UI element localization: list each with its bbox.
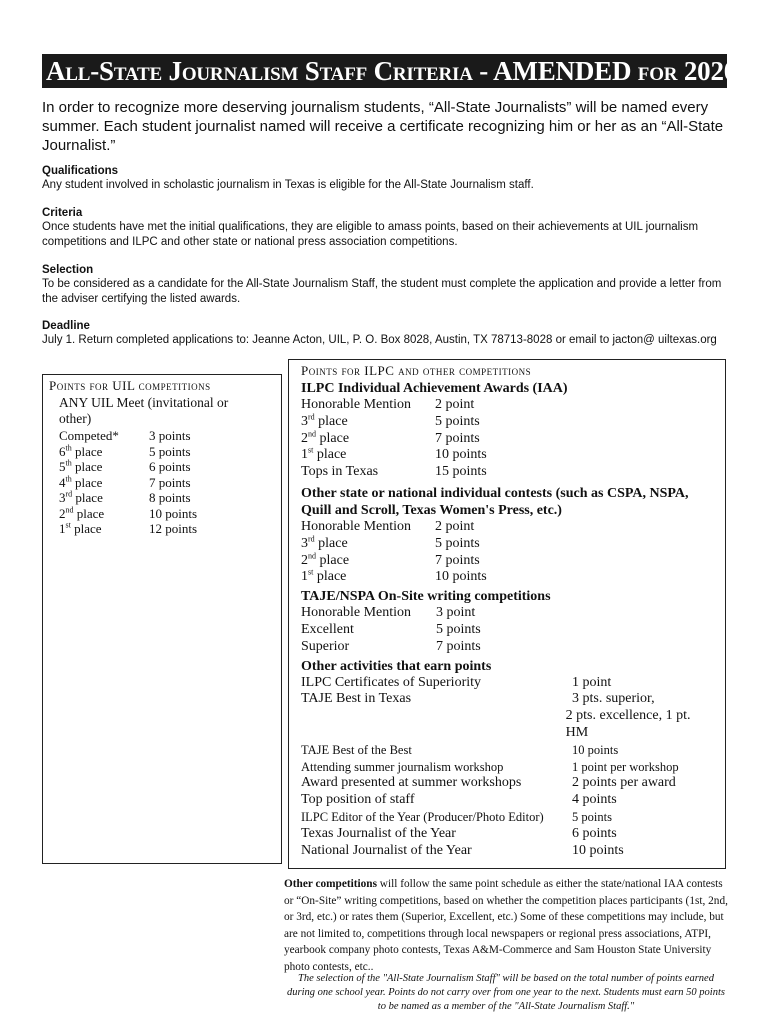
row-label-suffix: place <box>71 443 103 459</box>
points-row <box>301 843 713 860</box>
points-value: 7 points <box>435 552 480 568</box>
ordinal-suffix: rd <box>308 534 315 544</box>
points-value: 4 points <box>572 792 617 808</box>
selection-section <box>42 263 732 307</box>
row-label-text: 1 <box>301 447 308 463</box>
points-value: 10 points <box>435 447 487 463</box>
points-row-label <box>301 569 435 586</box>
row-label-text: TAJE Best of the Best <box>301 742 412 757</box>
points-value: 2 point <box>435 397 475 412</box>
state-national-heading: Other state or national individual contests (such as CSPA, NSPA, Quill and Scroll, Texas Women's Press, etc.) <box>301 485 689 518</box>
row-label-text: Superior <box>301 638 350 654</box>
other-activities-list <box>301 675 713 860</box>
points-row-label <box>301 447 435 464</box>
points-row-label <box>59 490 149 506</box>
ordinal-suffix: th <box>65 458 72 468</box>
points-row-label <box>301 605 436 622</box>
row-label-text: 5 <box>59 459 66 474</box>
row-label-text: ILPC Certificates of Superiority <box>301 674 482 690</box>
row-label-text: 6 <box>59 443 66 459</box>
row-label-text: Honorable Mention <box>301 397 412 412</box>
row-label-text: Honorable Mention <box>301 605 412 621</box>
row-label-text: 2 <box>59 505 66 521</box>
row-label-text: 4 <box>59 474 66 490</box>
other-competitions-lead: Other competitions <box>284 878 377 890</box>
uil-meet-subheading: ANY UIL Meet (invitational or other) <box>59 395 229 426</box>
points-row <box>301 550 713 570</box>
state-national-points-list <box>301 519 713 586</box>
points-row-label <box>301 536 435 553</box>
points-row <box>301 569 713 586</box>
points-row <box>59 521 275 537</box>
points-row-label <box>301 397 435 414</box>
criteria-heading: Criteria <box>42 207 83 219</box>
points-row <box>301 826 713 843</box>
points-row-label <box>301 550 435 570</box>
row-label-text: 3 <box>301 413 308 429</box>
points-row-label <box>301 414 435 431</box>
row-label-text: 3 <box>301 535 308 551</box>
row-label-suffix: place <box>72 490 103 505</box>
points-value: 7 points <box>149 474 191 490</box>
ordinal-suffix: th <box>65 443 72 453</box>
row-label-text: Attending summer journalism workshop <box>301 759 504 774</box>
points-row <box>301 639 713 656</box>
taje-points-list <box>301 605 713 655</box>
deadline-heading: Deadline <box>42 320 90 332</box>
points-row-label <box>301 675 572 692</box>
row-label-suffix: place <box>71 474 103 490</box>
points-value: 6 points <box>572 825 617 841</box>
points-row <box>301 428 713 448</box>
qualifications-section <box>42 164 732 193</box>
points-row-label <box>301 809 572 826</box>
points-value: 5 points <box>435 535 480 551</box>
points-value: 2 points per award <box>572 775 676 791</box>
row-label-text: National Journalist of the Year <box>301 842 472 858</box>
points-value: 10 points <box>435 569 487 585</box>
points-row-label <box>59 459 149 475</box>
row-label-text: 1 <box>59 521 66 536</box>
points-row-label <box>301 759 572 776</box>
points-row <box>301 691 713 708</box>
row-label-suffix: place <box>71 459 103 474</box>
row-label-suffix: place <box>313 569 347 585</box>
ordinal-suffix: nd <box>65 505 74 515</box>
row-label-text: Honorable Mention <box>301 518 412 534</box>
other-competitions-text: will follow the same point schedule as either the state/national IAA contests or “On-Site” writing competitions, based on whether the competition places participants (1st, 2nd, or 3rd, etc.) or rates them (Superior, Excellent, etc.) Some of these competitions may include, but are not limited to, competitions through local newspapers or regional press associations, ATPI, yearbook company photo contests, Texas A&M-Commerce and Sam Houston State University photo contests, etc.. <box>284 878 728 973</box>
points-value: 10 points <box>149 505 198 521</box>
row-label-text: 3 <box>59 490 66 505</box>
points-row-label <box>59 444 149 460</box>
points-row-label <box>301 519 435 536</box>
intro-paragraph: In order to recognize more deserving journalism students, “All-State Journalists” will be named every summer. Each student journalist named will receive a certificate recognizing him or her as an “All-State Journalist.” <box>42 99 724 154</box>
selection-points-note: The selection of the "All-State Journalism Staff" will be based on the total number of points earned during one school year. Points do not carry over from one year to the next. Students must earn 50 points to be named as a member of the "All-State Journalism Staff." <box>287 973 725 1012</box>
row-label-text: Texas Journalist of the Year <box>301 825 456 841</box>
ordinal-suffix: st <box>65 520 71 530</box>
points-value: 1 point <box>572 674 612 690</box>
iaa-points-list <box>301 397 713 481</box>
row-label-text: Competed* <box>59 428 119 443</box>
points-value: 3 point <box>436 605 476 621</box>
row-label-text: 2 <box>301 430 308 446</box>
points-row <box>301 675 713 692</box>
row-label-suffix: place <box>314 535 348 551</box>
ordinal-suffix: st <box>308 567 314 577</box>
selection-heading: Selection <box>42 264 94 276</box>
deadline-section <box>42 319 732 348</box>
points-row-label <box>59 475 149 491</box>
criteria-text: Once students have met the initial qualifications, they are eligible to amass points, based on their achievements at UIL journalism competitions and ILPC and other state or national press association competitions. <box>42 221 699 248</box>
points-row <box>59 428 275 444</box>
points-value: 7 points <box>436 638 481 654</box>
points-row-label <box>59 428 149 444</box>
qualifications-heading: Qualifications <box>42 165 119 177</box>
uil-box-heading: Points for UIL competitions <box>49 378 211 393</box>
points-value: 10 points <box>572 842 624 858</box>
points-row <box>301 775 713 792</box>
points-value: 6 points <box>149 459 191 474</box>
row-label-text: Tops in Texas <box>301 464 379 480</box>
selection-text: To be considered as a candidate for the All-State Journalism Staff, the student must complete the application and provide a letter from the adviser certifying the listed awards. <box>42 278 722 305</box>
points-row-label <box>301 792 572 809</box>
points-row <box>301 742 713 759</box>
row-label-text: 2 <box>301 552 308 568</box>
row-label-text: Top position of staff <box>301 792 415 808</box>
points-row-label <box>301 742 572 759</box>
row-label-text: Excellent <box>301 621 354 637</box>
row-label-text: 1 <box>301 569 308 585</box>
points-row <box>301 397 713 414</box>
points-row <box>301 519 713 536</box>
points-value: 3 pts. superior, <box>572 691 655 707</box>
row-label-suffix: place <box>313 447 347 463</box>
points-value: 2 point <box>435 518 475 534</box>
ordinal-suffix: th <box>65 474 72 484</box>
ordinal-suffix: rd <box>308 412 315 422</box>
points-row <box>301 792 713 809</box>
row-label-text: TAJE Best in Texas <box>301 691 412 707</box>
points-row-label <box>301 639 436 656</box>
points-row-label <box>301 622 436 639</box>
points-row-label <box>301 708 566 742</box>
points-row-label <box>59 521 149 537</box>
points-row-label <box>59 506 149 522</box>
points-row-label <box>301 843 572 860</box>
points-row <box>59 490 275 506</box>
points-value: 12 points <box>149 521 198 536</box>
points-value: 5 points <box>435 413 480 429</box>
points-row <box>59 506 275 522</box>
taje-heading: TAJE/NSPA On-Site writing competitions <box>301 589 551 605</box>
points-value: 7 points <box>435 430 480 446</box>
row-label-suffix: place <box>70 521 102 536</box>
points-row <box>301 759 713 776</box>
row-label-text: ILPC Editor of the Year (Producer/Photo Editor) <box>301 809 544 824</box>
other-activities-heading: Other activities that earn points <box>301 658 492 674</box>
points-row <box>301 605 713 622</box>
points-row <box>301 622 713 639</box>
row-label-text: Award presented at summer workshops <box>301 775 522 791</box>
points-row <box>59 459 275 475</box>
points-value: 15 points <box>435 464 487 480</box>
points-value: 2 pts. excellence, 1 pt. HM <box>565 708 691 740</box>
points-value: 1 point per workshop <box>572 759 679 774</box>
points-row <box>301 464 713 481</box>
points-row <box>301 809 713 826</box>
row-label-suffix: place <box>316 430 350 446</box>
points-row <box>301 414 713 431</box>
points-row-label <box>301 691 572 708</box>
page-title <box>42 54 738 88</box>
ordinal-suffix: rd <box>65 489 73 499</box>
points-row-label <box>301 775 572 792</box>
points-value: 5 points <box>572 809 612 824</box>
row-label-suffix: place <box>316 552 350 568</box>
points-row <box>301 447 713 464</box>
page-title-text: All-State Journalism Staff Criteria - AMENDED for 2020 <box>46 56 738 86</box>
ordinal-suffix: nd <box>308 428 316 438</box>
points-row <box>59 475 275 491</box>
points-row <box>301 536 713 553</box>
ordinal-suffix: nd <box>308 550 316 560</box>
points-value: 8 points <box>149 490 191 505</box>
points-row <box>59 444 275 460</box>
points-row-label <box>301 826 572 843</box>
points-value: 5 points <box>436 621 481 637</box>
points-value: 3 points <box>149 428 191 443</box>
row-label-suffix: place <box>314 413 348 429</box>
ilpc-box-heading: Points for ILPC and other competitions <box>301 363 532 378</box>
qualifications-text: Any student involved in scholastic journalism in Texas is eligible for the All-State Journalism staff. <box>42 179 534 191</box>
iaa-heading: ILPC Individual Achievement Awards (IAA) <box>301 381 568 396</box>
uil-points-box <box>42 374 282 864</box>
criteria-section <box>42 206 732 250</box>
row-label-suffix: place <box>73 505 105 521</box>
points-row-label <box>301 428 435 448</box>
points-value: 5 points <box>149 443 191 459</box>
deadline-text: July 1. Return completed applications to: Jeanne Acton, UIL, P. O. Box 8028, Austin, TX 78713-8028 or email to jacton@ uiltexas.org <box>42 334 717 346</box>
points-row <box>301 708 713 742</box>
ilpc-points-box <box>288 359 726 869</box>
uil-points-list <box>59 428 275 537</box>
ordinal-suffix: st <box>308 445 314 455</box>
points-value: 10 points <box>572 742 619 757</box>
points-row-label <box>301 464 435 481</box>
other-competitions-note <box>284 876 728 975</box>
